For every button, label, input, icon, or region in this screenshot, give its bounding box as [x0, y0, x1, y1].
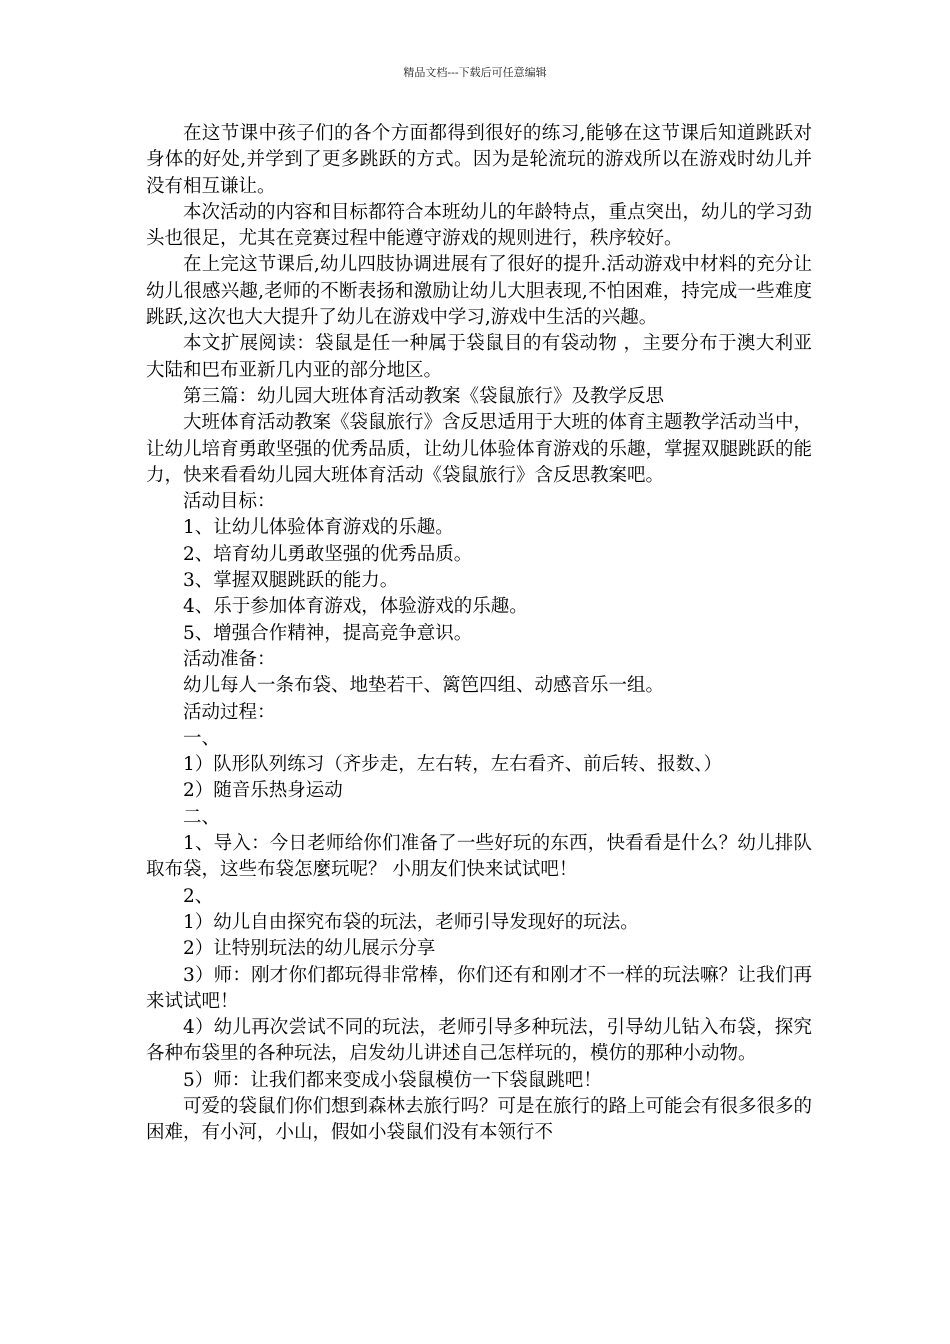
- paragraph: 幼儿每人一条布袋、地垫若干、篱笆四组、动感音乐一组。: [183, 675, 665, 697]
- list-item: 5、增强合作精神，提高竞争意识。: [183, 622, 473, 644]
- list-item: 5）师：让我们都来变成小袋鼠模仿一下袋鼠跳吧！: [183, 1069, 602, 1091]
- paragraph: 活动过程：: [183, 701, 276, 723]
- list-item: 1、导入：今日老师给你们准备了一些好玩的东西，快看看是什么？幼儿排队取布袋，这些布袋怎麼玩呢？ 小朋友们快来试试吧！: [146, 833, 812, 881]
- paragraph: 活动准备：: [183, 648, 276, 670]
- list-item: 3、掌握双腿跳跃的能力。: [183, 570, 399, 592]
- list-item: 1）幼儿自由探究布袋的玩法，老师引导发现好的玩法。: [183, 911, 639, 933]
- section-title: 第三篇：幼儿园大班体育活动教案《袋鼠旅行》及教学反思: [183, 385, 665, 407]
- list-item: 4）幼儿再次尝试不同的玩法，老师引导多种玩法，引导幼儿钻入布袋，探究各种布袋里的各种玩法，启发幼儿讲述自己怎样玩的，模仿的那种小动物。: [146, 1017, 812, 1065]
- paragraph: 本文扩展阅读：袋鼠是任一种属于袋鼠目的有袋动物 ，主要分布于澳大利亚大陆和巴布亚新几内亚的部分地区。: [146, 333, 812, 381]
- paragraph: 在这节课中孩子们的各个方面都得到很好的练习,能够在这节课后知道跳跃对身体的好处,并学到了更多跳跃的方式。因为是轮流玩的游戏所以在游戏时幼儿并没有相互谦让。: [146, 123, 812, 197]
- paragraph: 二、: [183, 806, 221, 828]
- list-item: 1）队形队列练习（齐步走，左右转，左右看齐、前后转、报数、）: [183, 754, 723, 776]
- paragraph: 一、: [183, 727, 221, 749]
- list-item: 2）让特别玩法的幼儿展示分享: [183, 938, 436, 960]
- list-item: 4、乐于参加体育游戏，体验游戏的乐趣。: [183, 596, 528, 618]
- list-item: 2、培育幼儿勇敢坚强的优秀品质。: [183, 543, 473, 565]
- list-item: 2）随音乐热身运动: [183, 780, 343, 802]
- paragraph: 可爱的袋鼠们你们想到森林去旅行吗？可是在旅行的路上可能会有很多很多的困难，有小河，小山，假如小袋鼠们没有本领行不: [146, 1095, 813, 1144]
- paragraph: 大班体育活动教案《袋鼠旅行》含反思适用于大班的体育主题教学活动当中，让幼儿培育勇敢坚强的优秀品质，让幼儿体验体育游戏的乐趣，掌握双腿跳跃的能力，快来看看幼儿园大班体育活动《袋鼠旅行》含反思教案吧。: [146, 412, 813, 486]
- page-header: 精品文档---下载后可任意编辑: [403, 66, 547, 79]
- paragraph: 在上完这节课后,幼儿四肢协调进展有了很好的提升.活动游戏中材料的充分让幼儿很感兴趣,老师的不断表扬和激励让幼儿大胆表现,不怕困难，持完成一些难度跳跃,这次也大大提升了幼儿在游戏中学习,游戏中生活的兴趣。: [146, 254, 812, 329]
- paragraph: 本次活动的内容和目标都符合本班幼儿的年龄特点，重点突出，幼儿的学习劲头也很足，尤其在竞赛过程中能遵守游戏的规则进行，秩序较好。: [146, 201, 813, 250]
- paragraph: 活动目标：: [183, 491, 276, 513]
- document-body: [146, 121, 812, 1147]
- paragraph: 2、: [183, 885, 214, 907]
- list-item: 1、让幼儿体验体育游戏的乐趣。: [183, 517, 454, 539]
- list-item: 3）师：刚才你们都玩得非常棒，你们还有和刚才不一样的玩法嘛？让我们再来试试吧！: [146, 964, 812, 1012]
